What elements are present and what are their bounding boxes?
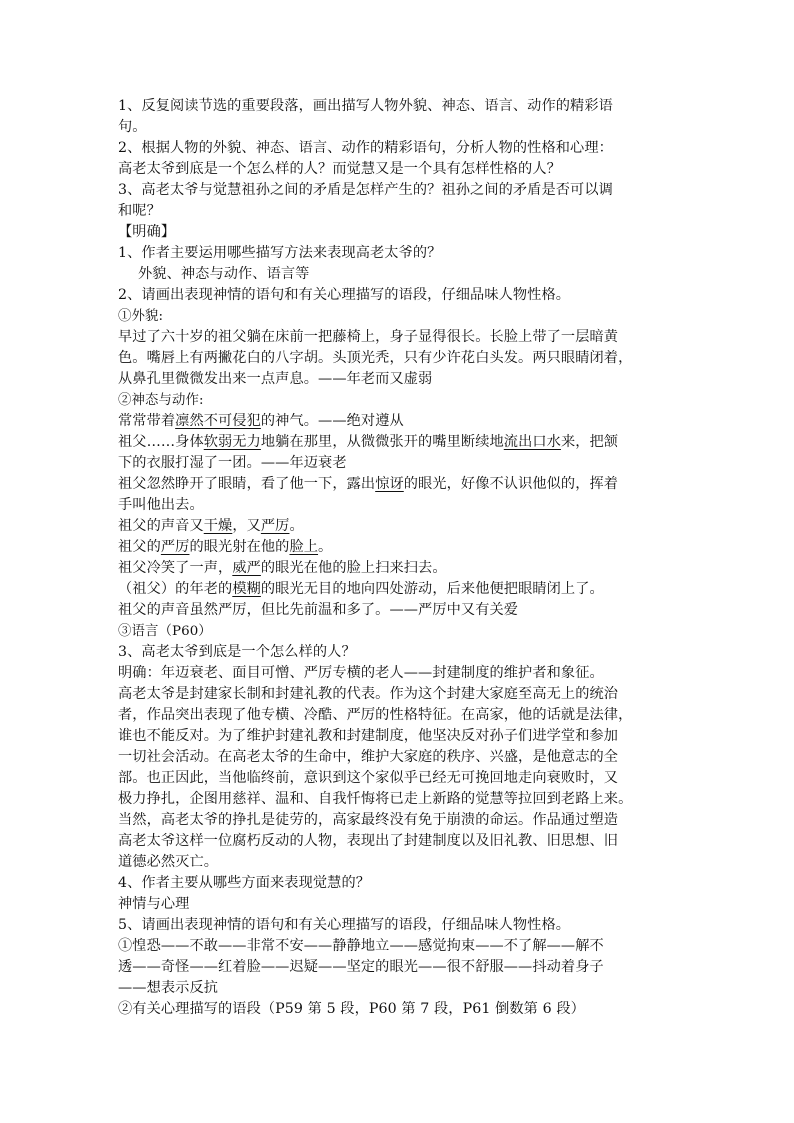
analysis-paragraph: 当然，高老太爷的挣扎是徒劳的，高家最终没有免于崩溃的命运。作品通过塑造 [118, 812, 619, 828]
question-1: 1、反复阅读节选的重要段落，画出描写人物外貌、神态、语言、动作的精彩语 [118, 98, 613, 114]
manner-line: 祖父……身体软弱无力地躺在那里，从微微张开的嘴里断续地流出口水来，把颔 [118, 434, 619, 450]
underlined-phrase: 流出口水 [503, 434, 561, 450]
analysis-paragraph: 道德必然灭亡。 [118, 854, 219, 870]
underlined-phrase: 严厉 [160, 539, 190, 555]
underlined-phrase: 凛然不可侵犯 [175, 413, 261, 429]
document-page [118, 96, 688, 1020]
expression-chain: ——想表示反抗 [118, 980, 219, 996]
question-3-cont: 和呢？ [118, 203, 161, 219]
underlined-phrase: 模糊 [232, 581, 261, 597]
analysis-paragraph: 高老太爷这样一位腐朽反动的人物，表现出了封建制度以及旧礼教、旧思想、旧 [118, 833, 619, 849]
manner-line: 祖父的严厉的眼光射在他的脸上。 [118, 539, 333, 555]
analysis-paragraph: 一切社会活动。在高老太爷的生命中，维护大家庭的秩序、兴盛，是他意志的全 [118, 749, 619, 765]
expression-chain: 透——奇怪——红着脸——迟疑——坚定的眼光——很不舒服——抖动着身子 [118, 959, 604, 975]
analysis-paragraph: 极力挣扎，企图用慈祥、温和、自我忏悔将已走上新路的觉慧等拉回到老路上来。 [118, 791, 633, 807]
answer-4-text: 神情与心理 [118, 896, 190, 912]
appearance-text: 色。嘴唇上有两撇花白的八字胡。头顶光秃，只有少许花白头发。两只眼睛闭着， [118, 350, 633, 366]
underlined-phrase: 干燥 [203, 518, 233, 534]
analysis-paragraph: 部。也正因此，当他临终前，意识到这个家似乎已经无可挽回地走向衰败时，又 [118, 770, 619, 786]
underlined-phrase: 软弱无力 [203, 434, 261, 450]
answer-4-question: 4、作者主要从哪些方面来表现觉慧的？ [118, 875, 371, 891]
underlined-phrase: 惊讶 [375, 476, 404, 492]
answer-3-question: 3、高老太爷到底是一个怎么样的人？ [118, 644, 356, 660]
answer-3-clarify: 明确：年迈衰老、面目可憎、严厉专横的老人——封建制度的维护者和象征。 [118, 665, 604, 681]
underlined-phrase: 脸上 [289, 539, 319, 555]
manner-action-heading: ②神态与动作: [118, 393, 204, 408]
expression-chain: ①惶恐——不敢——非常不安——静静地立——感觉拘束——不了解——解不 [118, 938, 604, 954]
answer-5-question: 5、请画出表现神情的语句和有关心理描写的语段，仔细品味人物性格。 [118, 917, 571, 933]
analysis-paragraph: 者，作品突出表现了他专横、冷酷、严厉的性格特征。在高家，他的话就是法律， [118, 707, 633, 723]
answer-1-question: 1、作者主要运用哪些描写方法来表现高老太爷的？ [118, 245, 442, 261]
analysis-paragraph: 谁也不能反对。为了维护封建礼教和封建制度，他坚决反对孙子们进学堂和参加 [118, 728, 619, 744]
section-heading-answer: 【明确】 [118, 224, 176, 240]
manner-line: 手叫他出去。 [118, 497, 204, 513]
question-2-cont: 高老太爷到底是一个怎么样的人？而觉慧又是一个具有怎样性格的人？ [118, 161, 561, 177]
manner-line: （祖父）的年老的模糊的眼光无目的地向四处游动，后来他便把眼睛闭上了。 [118, 581, 604, 597]
answer-2-question: 2、请画出表现神情的语句和有关心理描写的语段，仔细品味人物性格。 [118, 287, 571, 303]
manner-line: 祖父的声音又干燥，又严厉。 [118, 518, 304, 534]
answer-1-text: 外貌、神态与动作、语言等 [138, 266, 310, 282]
analysis-paragraph: 高老太爷是封建家长制和封建礼教的代表。作为这个封建大家庭至高无上的统治 [118, 686, 619, 702]
underlined-phrase: 威严 [232, 560, 261, 576]
question-2: 2、根据人物的外貌、神态、语言、动作的精彩语句，分析人物的性格和心理： [118, 140, 613, 156]
appearance-heading: ①外貌: [118, 309, 164, 324]
appearance-text: 从鼻孔里微微发出来一点声息。——年老而又虚弱 [118, 371, 433, 387]
question-1-cont: 句。 [118, 119, 147, 135]
question-3: 3、高老太爷与觉慧祖孙之间的矛盾是怎样产生的？祖孙之间的矛盾是否可以调 [118, 182, 613, 198]
language-heading: ③语言（P60） [118, 624, 212, 639]
underlined-phrase: 严厉 [260, 518, 290, 534]
manner-line: 常常带着凛然不可侵犯的神气。——绝对遵从 [118, 413, 404, 429]
manner-line: 祖父的声音虽然严厉，但比先前温和多了。——严厉中又有关爱 [118, 602, 519, 618]
manner-line: 祖父忽然睁开了眼睛，看了他一下，露出惊讶的眼光，好像不认识他似的，挥着 [118, 476, 619, 492]
appearance-text: 早过了六十岁的祖父躺在床前一把藤椅上，身子显得很长。长脸上带了一层暗黄 [118, 329, 619, 345]
psychology-reference: ②有关心理描写的语段（P59 第 5 段，P60 第 7 段，P61 倒数第 6 段） [118, 1001, 585, 1017]
manner-line: 祖父冷笑了一声，威严的眼光在他的脸上扫来扫去。 [118, 560, 447, 576]
manner-line: 下的衣服打湿了一团。——年迈衰老 [118, 455, 347, 471]
